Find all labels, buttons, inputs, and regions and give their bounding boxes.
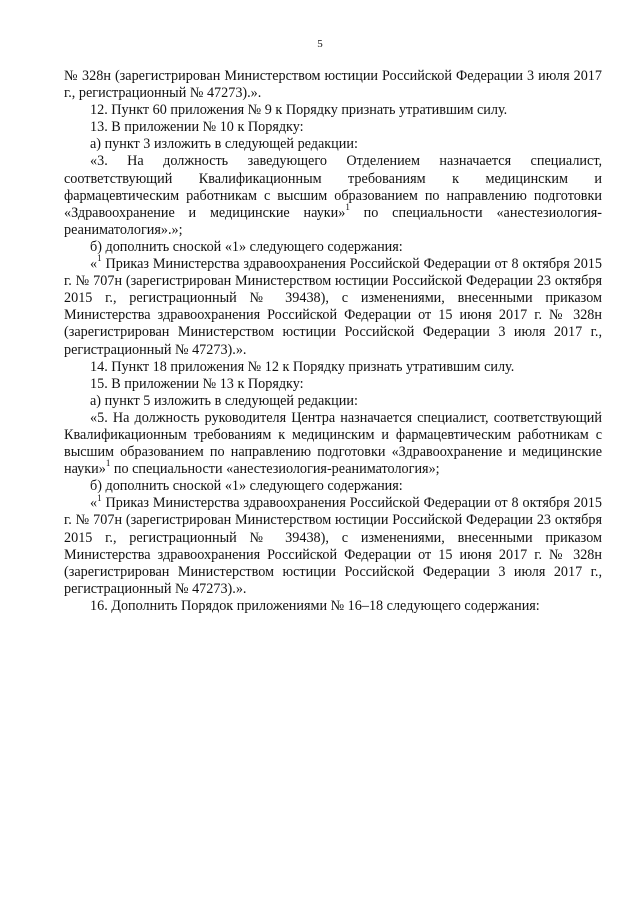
paragraph-text: б) дополнить сноской «1» следующего содержания: <box>90 238 403 255</box>
paragraph-10 <box>64 393 602 410</box>
paragraph-text-before: « <box>90 256 98 273</box>
footnote-marker: 1 <box>105 458 111 469</box>
paragraph-text: Приказ Министерства здравоохранения Российской Федерации от 8 октября 2015 г. № 707н (зарегистрирован Министерством юстиции Российской Федерации 23 октября 2015 г., регистрационный № 39438), с изменениями, внесенными приказом Министерства здравоохранения Российской Федерации от 15 июня 2017 г. № 328н (зарегистрирован Министерством юстиции Российской Федерации 3 июля 2017 г., регистрационный № 47273).». <box>64 495 602 597</box>
page-number: 5 <box>317 38 323 50</box>
paragraph-3 <box>64 119 602 136</box>
paragraph-text: «3. На должность заведующего Отделением назначается специалист, соответствующий Квалификационным требованиям к медицинским и фармацевтическим работникам с высшим образованием по направлению подготовки «Здравоохранение и медицинские науки» <box>64 153 602 221</box>
paragraph-text-after: по специальности «анестезиология-реаниматология».»; <box>64 204 602 238</box>
paragraph-text: 15. В приложении № 13 к Порядку: <box>90 375 304 392</box>
paragraph-6 <box>64 239 602 256</box>
footnote-marker: 1 <box>97 492 102 503</box>
paragraph-text: а) пункт 3 изложить в следующей редакции: <box>90 136 358 153</box>
paragraph-text: 13. В приложении № 10 к Порядку: <box>90 119 304 136</box>
footnote-marker: 1 <box>345 202 350 213</box>
paragraph-text: № 328н (зарегистрирован Министерством юстиции Российской Федерации 3 июля 2017 г., регистрационный № 47273).». <box>64 68 602 102</box>
paragraph-text: «5. На должность руководителя Центра назначается специалист, соответствующий Квалификационным требованиям к медицинским и фармацевтическим работникам с высшим образованием по направлению подготовки «Здравоохранение и медицинские науки» <box>64 409 602 478</box>
paragraph-13 <box>64 492 602 598</box>
paragraph-text: 16. Дополнить Порядок приложениями № 16–18 следующего содержания: <box>90 597 540 614</box>
paragraph-8 <box>64 359 602 376</box>
paragraph-4 <box>64 136 602 153</box>
paragraph-14 <box>64 598 602 615</box>
paragraph-7 <box>64 253 602 359</box>
paragraph-11 <box>64 410 602 478</box>
paragraph-9 <box>64 376 602 393</box>
paragraph-text: а) пункт 5 изложить в следующей редакции: <box>90 392 358 409</box>
document-body <box>64 68 602 615</box>
paragraph-text: б) дополнить сноской «1» следующего содержания: <box>90 478 403 495</box>
paragraph-text: 14. Пункт 18 приложения № 12 к Порядку признать утратившим силу. <box>90 358 515 375</box>
paragraph-text: 12. Пункт 60 приложения № 9 к Порядку признать утратившим силу. <box>90 102 508 119</box>
paragraph-12 <box>64 478 602 495</box>
footnote-marker: 1 <box>97 253 102 264</box>
paragraph-text-before: « <box>90 495 98 512</box>
paragraph-1 <box>64 68 602 102</box>
paragraph-text-after: по специальности «анестезиология-реаниматология»; <box>110 461 440 478</box>
paragraph-text: Приказ Министерства здравоохранения Российской Федерации от 8 октября 2015 г. № 707н (зарегистрирован Министерством юстиции Российской Федерации 23 октября 2015 г., регистрационный № 39438), с изменениями, внесенными приказом Министерства здравоохранения Российской Федерации от 15 июня 2017 г. № 328н (зарегистрирован Министерством юстиции Российской Федерации 3 июля 2017 г., регистрационный № 47273).». <box>64 256 602 358</box>
paragraph-2 <box>64 102 602 119</box>
paragraph-5 <box>64 153 602 238</box>
